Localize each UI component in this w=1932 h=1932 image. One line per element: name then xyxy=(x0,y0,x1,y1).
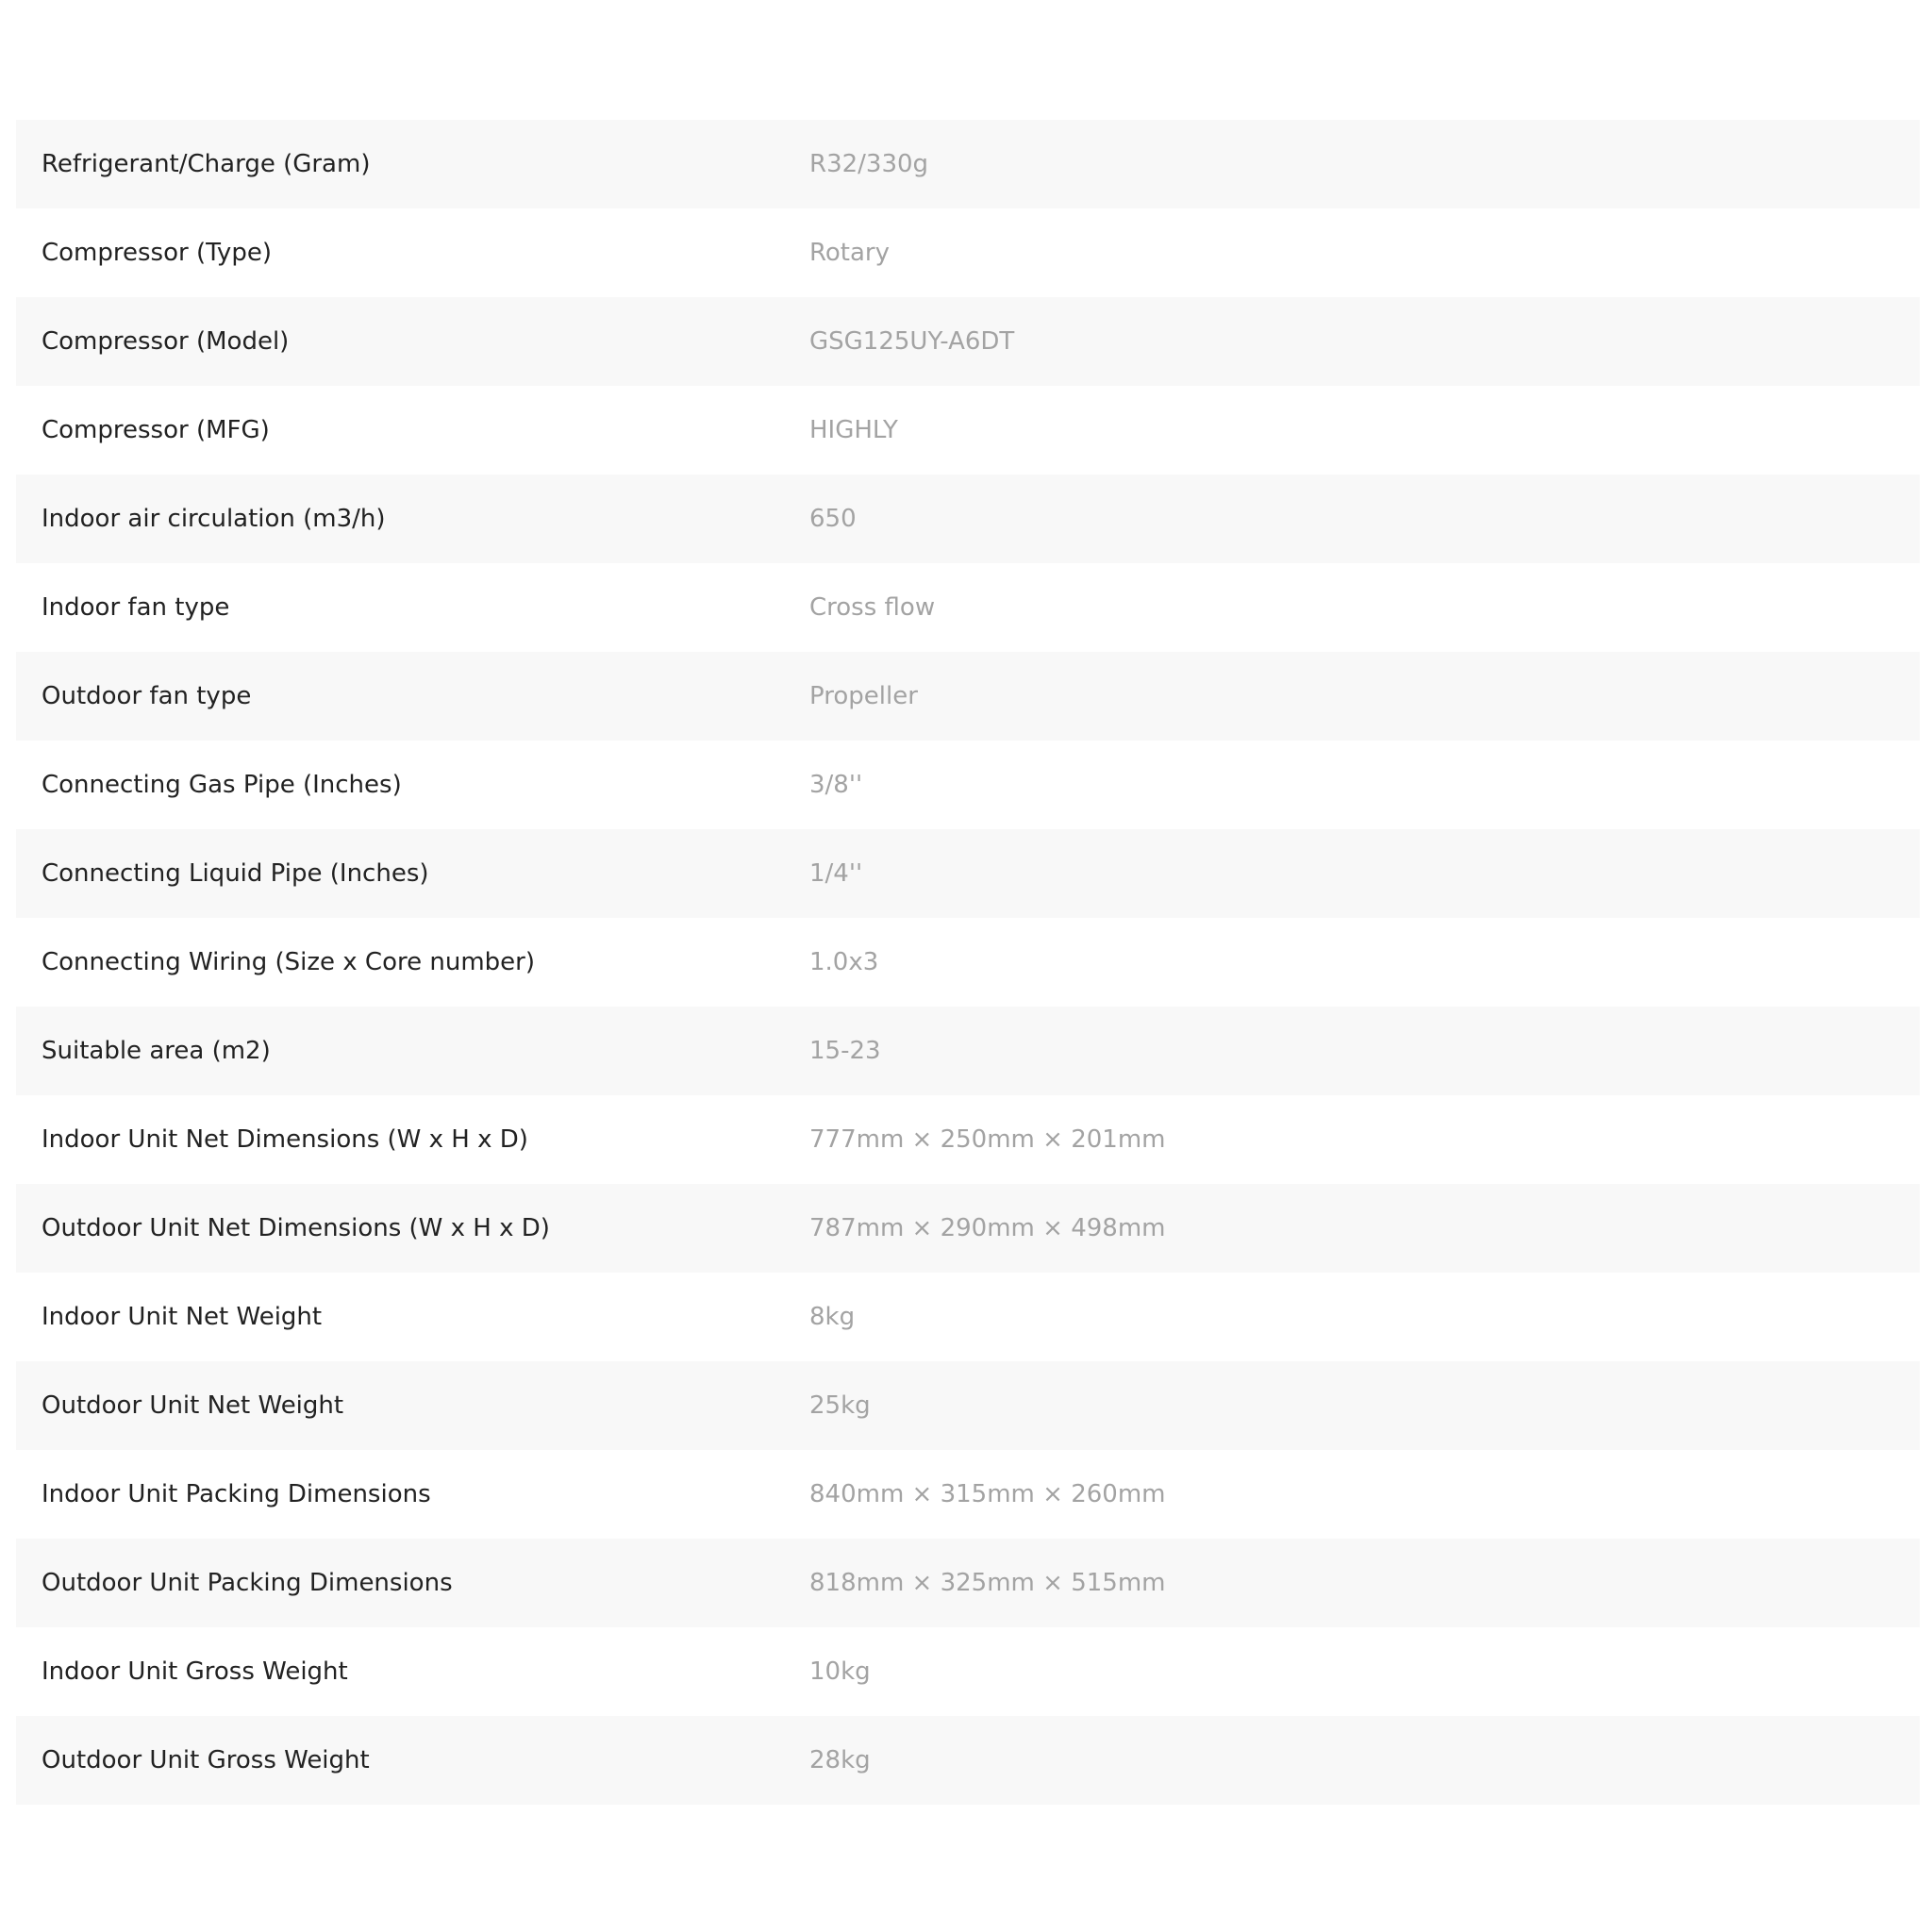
table-row xyxy=(16,652,1920,741)
spec-value: 15-23 xyxy=(809,1037,881,1065)
spec-value: 1/4'' xyxy=(809,859,863,888)
table-row xyxy=(16,297,1920,386)
spec-label: Connecting Liquid Pipe (Inches) xyxy=(42,859,429,888)
spec-label: Indoor Unit Packing Dimensions xyxy=(42,1480,431,1508)
table-row xyxy=(16,1361,1920,1450)
table-row xyxy=(16,1627,1920,1716)
spec-label: Compressor (Model) xyxy=(42,327,290,356)
table-row xyxy=(16,829,1920,918)
table-row xyxy=(16,208,1920,297)
spec-value: 650 xyxy=(809,505,857,533)
table-row xyxy=(16,1539,1920,1627)
spec-label: Outdoor Unit Gross Weight xyxy=(42,1746,370,1774)
spec-value: GSG125UY-A6DT xyxy=(809,327,1015,356)
spec-value: 777mm × 250mm × 201mm xyxy=(809,1125,1166,1154)
spec-value: 1.0x3 xyxy=(809,948,879,976)
spec-label: Indoor air circulation (m3/h) xyxy=(42,505,386,533)
table-row xyxy=(16,120,1920,208)
spec-label: Outdoor Unit Net Weight xyxy=(42,1391,344,1420)
spec-label: Suitable area (m2) xyxy=(42,1037,271,1065)
spec-value: 10kg xyxy=(809,1657,871,1686)
spec-value: Propeller xyxy=(809,682,918,710)
spec-value: 818mm × 325mm × 515mm xyxy=(809,1569,1166,1597)
spec-value: 8kg xyxy=(809,1303,856,1331)
table-row xyxy=(16,1007,1920,1095)
spec-label: Connecting Wiring (Size x Core number) xyxy=(42,948,535,976)
spec-label: Indoor fan type xyxy=(42,593,230,622)
spec-value: 840mm × 315mm × 260mm xyxy=(809,1480,1166,1508)
table-row xyxy=(16,475,1920,563)
spec-label: Indoor Unit Net Weight xyxy=(42,1303,323,1331)
spec-label: Refrigerant/Charge (Gram) xyxy=(42,150,371,178)
table-row xyxy=(16,1273,1920,1361)
spec-label: Outdoor fan type xyxy=(42,682,252,710)
spec-label: Indoor Unit Gross Weight xyxy=(42,1657,348,1686)
table-row xyxy=(16,1095,1920,1184)
spec-label: Outdoor Unit Net Dimensions (W x H x D) xyxy=(42,1214,550,1242)
spec-label: Indoor Unit Net Dimensions (W x H x D) xyxy=(42,1125,528,1154)
spec-value: 28kg xyxy=(809,1746,871,1774)
table-row xyxy=(16,1450,1920,1539)
spec-value: Rotary xyxy=(809,239,891,267)
spec-value: R32/330g xyxy=(809,150,929,178)
spec-value: Cross flow xyxy=(809,593,936,622)
spec-label: Compressor (MFG) xyxy=(42,416,270,444)
table-row xyxy=(16,386,1920,475)
spec-label: Compressor (Type) xyxy=(42,239,272,267)
table-row xyxy=(16,563,1920,652)
table-row xyxy=(16,741,1920,829)
spec-value: 787mm × 290mm × 498mm xyxy=(809,1214,1166,1242)
spec-label: Outdoor Unit Packing Dimensions xyxy=(42,1569,453,1597)
table-row xyxy=(16,1716,1920,1805)
table-row xyxy=(16,918,1920,1007)
spec-value: 25kg xyxy=(809,1391,871,1420)
spec-table xyxy=(16,120,1920,1805)
table-row xyxy=(16,1184,1920,1273)
spec-label: Connecting Gas Pipe (Inches) xyxy=(42,771,402,799)
spec-value: HIGHLY xyxy=(809,416,898,444)
spec-value: 3/8'' xyxy=(809,771,863,799)
